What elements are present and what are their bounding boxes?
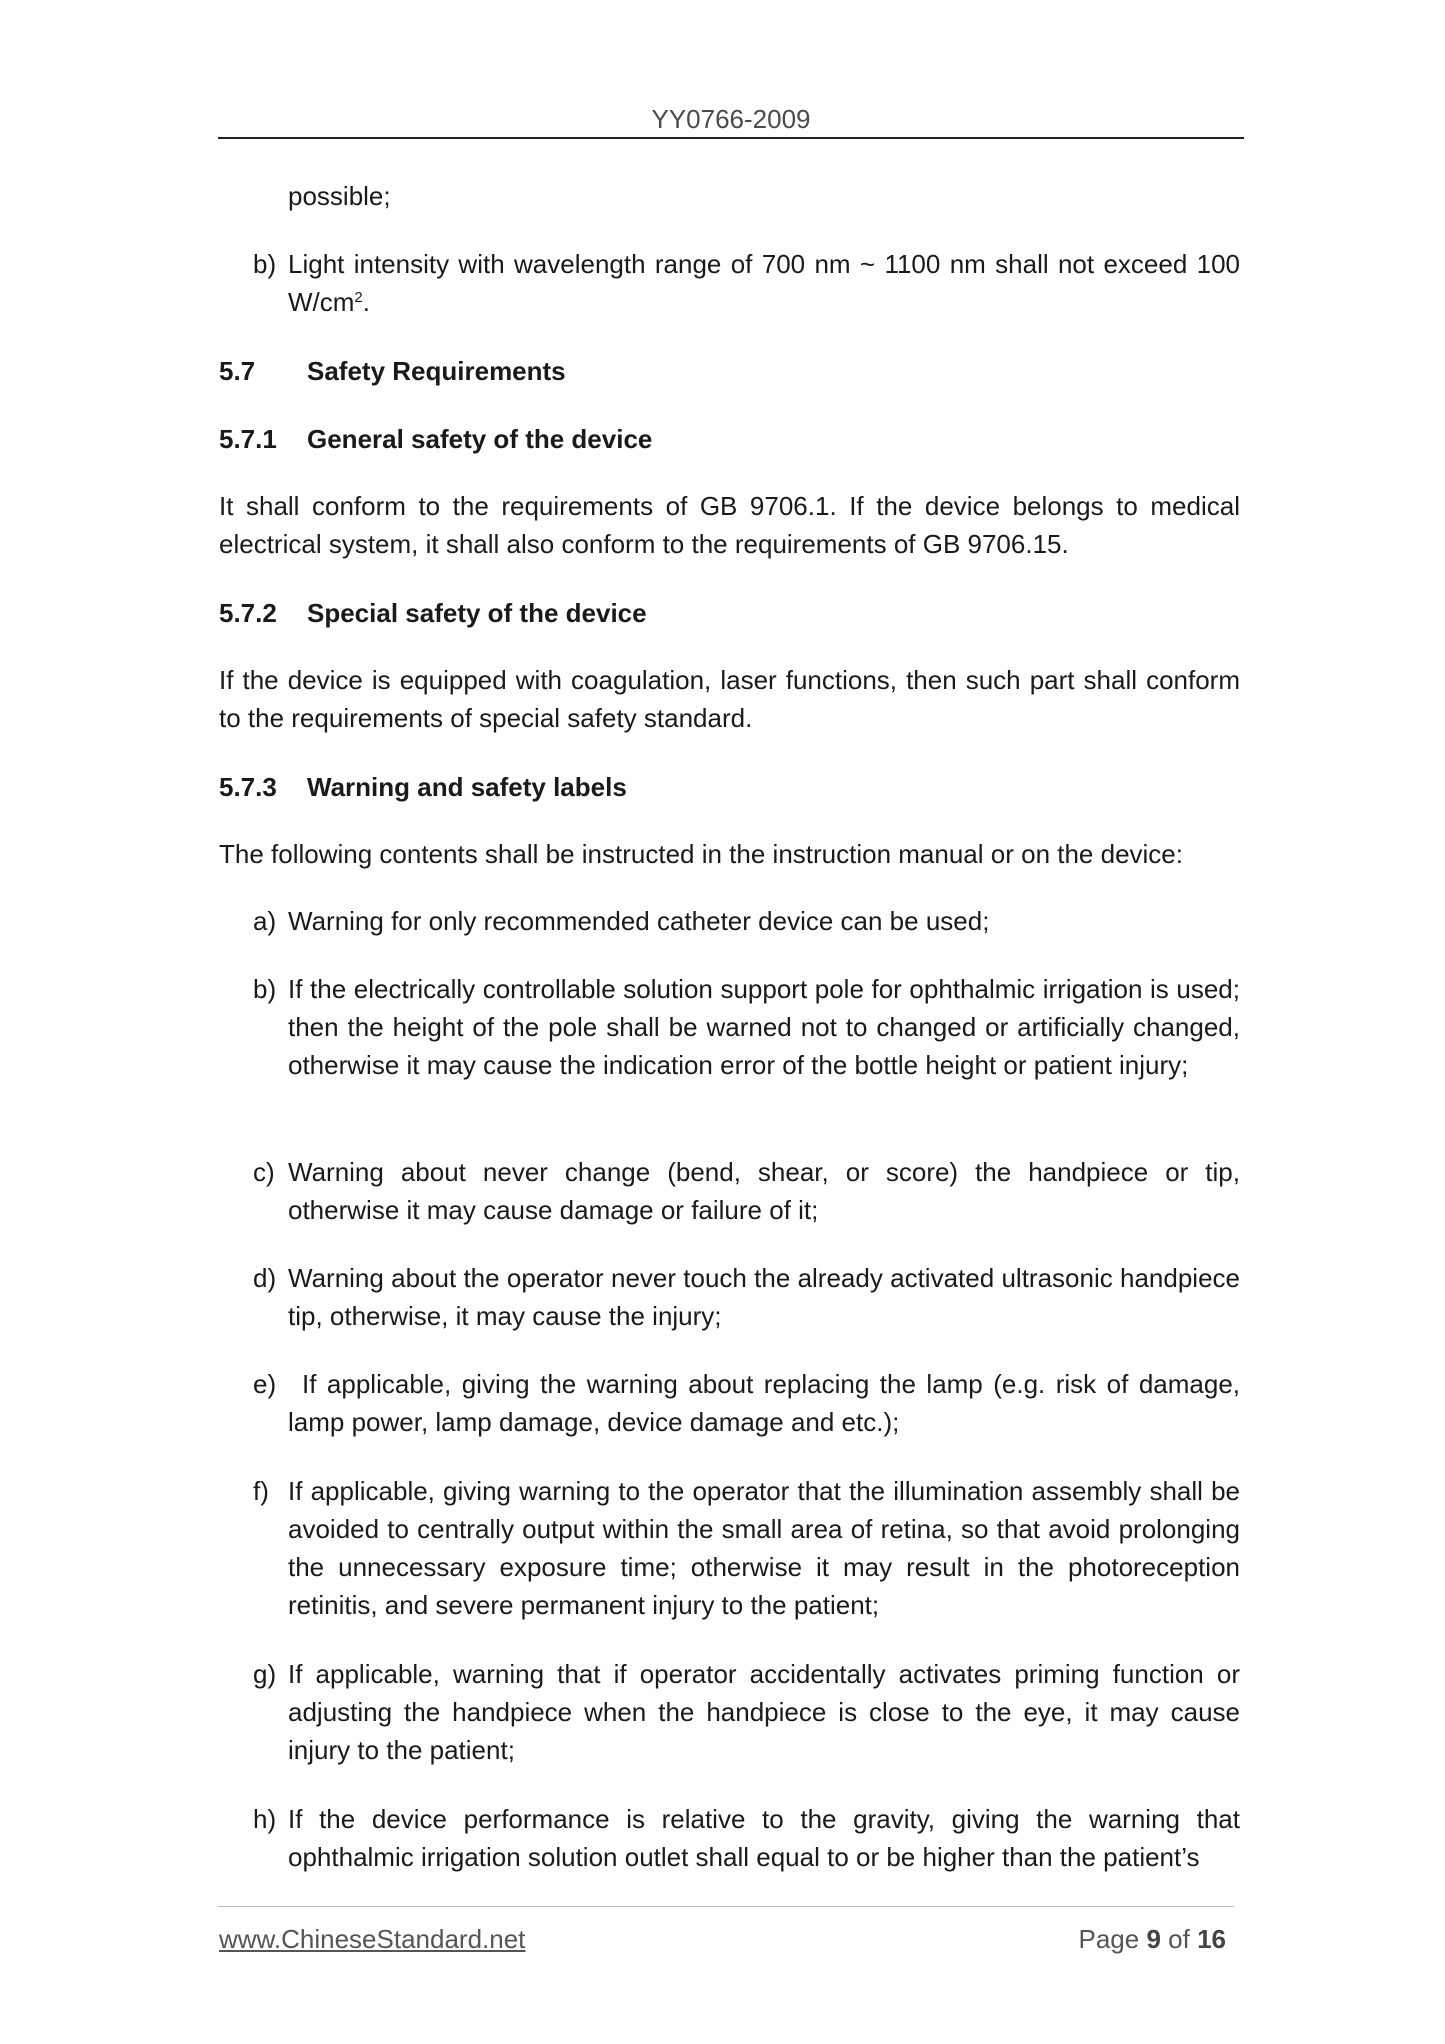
list-marker: g)	[253, 1659, 277, 1689]
list-marker: b)	[253, 974, 277, 1004]
list-text: If applicable, giving warning to the operator that the illumination assembly shall be avoided to centrally output within the small area of retina, so that avoid prolonging the unnecessary exposure time; otherwise it may result in the photoreception retinitis, and severe permanent injury to the patient;	[288, 1476, 1240, 1620]
paragraph-5-7-1: It shall conform to the requirements of GB 9706.1. If the device belongs to medical electrical system, it shall also conform to the requirements of GB 9706.15.	[219, 491, 1240, 559]
paragraph-5-7-2: If the device is equipped with coagulation, laser functions, then such part shall conform to the requirements of special safety standard.	[219, 665, 1240, 733]
section-heading-5-7: 5.7 Safety Requirements	[219, 356, 566, 386]
section-heading-5-7-1: 5.7.1 General safety of the device	[219, 424, 653, 454]
list-marker: b)	[253, 249, 277, 279]
list-marker: e)	[253, 1369, 277, 1399]
header-rule	[218, 137, 1244, 139]
list-text: If applicable, giving the warning about replacing the lamp (e.g. risk of damage, lamp power, lamp damage, device damage and etc.);	[288, 1369, 1240, 1437]
continuation-text: possible;	[288, 181, 391, 211]
footer-website-link[interactable]: www.ChineseStandard.net	[219, 1924, 526, 1954]
section-heading-5-7-2: 5.7.2 Special safety of the device	[219, 598, 647, 628]
list-marker: c)	[253, 1157, 275, 1187]
list-text: Warning about the operator never touch the already activated ultrasonic handpiece tip, otherwise, it may cause the injury;	[288, 1263, 1240, 1331]
footer-page-number: Page 9 of 16	[1078, 1924, 1226, 1954]
list-text: Warning for only recommended catheter device can be used;	[288, 906, 990, 936]
list-text: Warning about never change (bend, shear, or score) the handpiece or tip, otherwise it may cause damage or failure of it;	[288, 1157, 1240, 1225]
list-marker: f)	[253, 1476, 269, 1506]
list-marker: a)	[253, 906, 277, 936]
list-marker: h)	[253, 1804, 277, 1834]
list-text: If the device performance is relative to the gravity, giving the warning that ophthalmic irrigation solution outlet shall equal to or be higher than the patient’s	[288, 1804, 1240, 1872]
footer-rule	[218, 1906, 1234, 1907]
list-text: Light intensity with wavelength range of 700 nm ~ 1100 nm shall not exceed 100 $W/cm^2$.	[288, 249, 1240, 317]
list-marker: d)	[253, 1263, 277, 1293]
paragraph-5-7-3-intro: The following contents shall be instructed in the instruction manual or on the device:	[219, 839, 1183, 869]
list-text: If the electrically controllable solution support pole for ophthalmic irrigation is used; then the height of the pole shall be warned not to changed or artificially changed, otherwise it may cause the indication error of the bottle height or patient injury;	[288, 974, 1240, 1080]
header-code: YY0766-2009	[651, 104, 811, 134]
list-text: If applicable, warning that if operator accidentally activates priming function or adjusting the handpiece when the handpiece is close to the eye, it may cause injury to the patient;	[288, 1659, 1240, 1765]
section-heading-5-7-3: 5.7.3 Warning and safety labels	[219, 772, 627, 802]
